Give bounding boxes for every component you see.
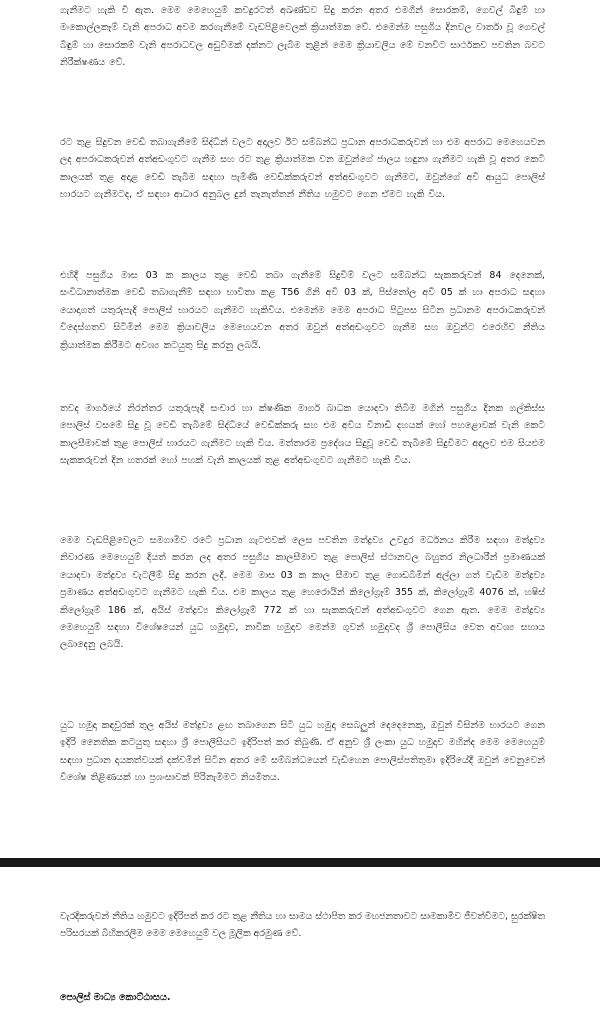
paragraph-3: එහිදී පසුගිය මාස 03 ක කාලය තුළ වෙඩි තබා ගැනීමේ සිදුවීම් වලට සම්බන්ධ සැකකරුවන් 84 දෙනෙක්, සංවිධානාත්මක වෙඩි තබාගැනීම් සඳහා භාවිතා කළ T56 ගිනි අවි 03 ක්, පිස්තෝල අවි 05 ක් හා අපරාධ සඳහා යොදාගත් යතුරුපැදි පොලිස් භාරයට ගැනීමට හැකිවිය. එමෙන්ම මෙම අපරාධ පිටුපස සිටින ප්‍රධානම අපරාධකරුවන් විදෙස්ගතව සිටිමින් මෙම ක්‍රියාවලිය මෙහෙයවන අතර ඔවුන් අත්අඩංගුවට ගැනීම සහ ඔවුන්ට එරෙහිව නීතිය ක්‍රියාත්මක කිරීමට අවශ්‍ය කටයුතු සිදු කරනු ලබයි.	[60, 270, 545, 351]
signature: පොලිස් මාධ්‍ය කොට්ඨාසය.	[60, 992, 171, 1003]
closing-paragraph: වැරදිකරුවන් නීතිය හමුවට ඉදිරිපත් කර රට තුළ නීතිය හා සාමය ස්ථාපිත කර මහජනතාවට සාමකාමීව ජීවත්වීමට, සුරක්ෂිත පරිසරයක් බිහිකරලීම මෙම මෙහෙයුම් වල මූලික අරමුණ වේ.	[60, 911, 545, 940]
paragraph-4: තවද මාර්ගයේ නිරන්තර යතුරුපැදි සංචාර හා ක්ෂණික මාර්ග බාධක යොදවා තිබීම මගින් පසුගිය දිනක ගල්කිස්ස පොලිස් වසමේ සිදු වූ වෙඩි තැබීමේ සිද්ධියේ වෙඩික්කරු සහ එම අවිය විනාඩි දහයක් හෝ පහළොවක් වැනි කෙටි කාලසීමාවක් තුළ පොලිස් භාරයට ගැනීමට හැකි විය. මත්තාරම ප්‍රදේශය සිදුවූ වෙඩි තැබීමේ සිදුවීමට අදාලව එම සියළුම සැකකරුවන් දින හතරක් හෝ පහක් වැනි කාලයක් තුළ අත්අඩංගුවට ගැනීමට හැකි විය.	[60, 403, 545, 467]
paragraph-1: ගැනීමට හැකි වී ඇත. මෙම මෙහෙයුම් කවදුරටත් අඛණ්ඩව සිදු කරන අතර එමගින් සොරකම්, ගෙවල් බිඳුම් හා මංකොල්ලකෑම් වැනි අපරාධ අවම කරගැනීමේ වැඩපිළිවෙලක් ක්‍රියාත්මක වේ. එමෙන්ම පසුගිය දිනවල වාර්තා වූ ගෙවල් බිඳුම් හා සොරකම් වැනි අපරාධවල අඩුවීමක් දක්නට ලැබීම තුළින් මෙම ක්‍රියාවලිය මේ වනවිට සාර්ථකව පවතින බවට නිරීක්ෂණය වේ.	[60, 5, 545, 69]
paragraph-5: මෙම වැඩපිළිවෙලට සමගාමීව රටේ ප්‍රධාන ගැටළුවක් ලෙස පවතින මත්ද්‍රව්‍ය උවදුර මර්ධනය කිරීම සඳහා මත්ද්‍රව්‍ය නිවාරණ මෙහෙයුම් දියත් කරන ලද අතර පසුගිය කාලසීමාව තුළ පොලිස් ස්ථානවල බහුතර නිලධාරීන් ප්‍රමාණයක් යොදවා මත්ද්‍රව්‍ය වැටලීම් සිදු කරන ලදී. මෙම මාස 03 ක කාල සීමාව තුළ ගොඩබිමින් අල්ලා ගත් වැඩිම මත්ද්‍රව්‍ය ප්‍රමාණය අත්අඩංගුවට ගැනීමට හැකි විය. එම කාලය තුළ හෙරොයින් කිලෝග්‍රෑම් 355 ක්, කිලෝග්‍රෑම් 4076 ක්, හෂිස් කිලෝග්‍රෑම් 186 ක්, අයිස් මත්ද්‍රව්‍ය කිලෝග්‍රෑම් 772 ක් හා සැකකරුවන් අත්අඩංගුවට ගෙන ඇත. මෙම මත්ද්‍රව්‍ය මෙහෙයුම් සඳහා විශේෂයෙන් යුධ හමුදාව, නාවික හමුදාව මෙන්ම ගුවන් හමුදාවද ශ්‍රී පොලීසිය වෙත අවශ්‍ය සහාය ලබාදෙනු ලබයි.	[60, 535, 545, 651]
paragraph-2: රට තුළ සිදුවන වෙඩි තබාගැනීමේ සිද්ධීන් වලට අදාලව ඊට සම්බන්ධ ප්‍රධාන අපරාධකරුවන් හා එම අපරාධ මෙහෙයවන ලද අපරාධකරුවන් අත්අඩංගුවට ගැනීම සහ රට තුළ ක්‍රියාත්මක වන ඔවුන්ගේ ජාලය හඳුනා ගැනීමට හැකි වූ අතර කෙටි කාලයක් තුළ අදාළ වෙඩි තැබීම සඳහා පැමිණි වෙඩික්කරුවන් අත්අඩංගුවට ගැනීමට, ඔවුන්ගේ අවි ආයුධ පොලිස් භාරයට ගැනීමටද, ඒ සඳහා ආධාර අනුබල දුන් තැනැත්තන් නීතිය හමුවට ගෙන ඒමට හැකි විය.	[60, 137, 545, 201]
page-divider	[0, 858, 600, 867]
paragraph-6: යුධ හමුදා කඳවුරක් තුල අයිස් මත්ද්‍රව්‍ය ළඟ තබාගෙන සිටි යුධ හමුදා සෙබලුන් දෙදෙනෙකු, ඔවුන් විසින්ම භාරයට ගෙන ඉදිරි නෛතික කටයුතු සඳහා ශ්‍රී පොලීසියට ඉදිරිපත් කර තිබුණි. ඒ අනුව ශ්‍රී ලංකා යුධ හමුදාව මහින්ද මෙම මෙහෙයුම් සඳහා ප්‍රධාන දායකත්වයක් දක්වමින් සිටින අතර මේ සම්බන්ධයෙන් වැඩිහෙන පොලිස්පතිතුමා ඉදිරියේදී ඔවුන් වෙනුවෙන් විශේෂ තිළිණයක් හා ප්‍රශංසාවක් පිරිනැමීමට නියමිතය.	[60, 720, 545, 784]
